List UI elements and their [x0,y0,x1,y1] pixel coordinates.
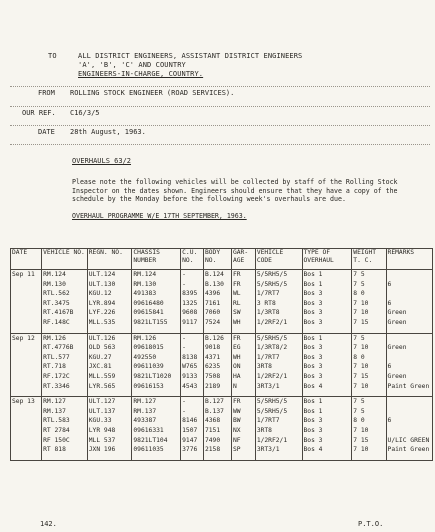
table-cell: 7 10 [352,382,386,392]
table-cell: 492550 [132,353,181,363]
table-cell: 6 [386,299,432,309]
ref-value: C16/3/5 [70,109,100,117]
table-cell: Bos 3 [302,372,352,382]
table-cell: 09611035 [132,445,181,455]
table-cell: RL [231,299,255,309]
table-cell: 9018 [203,343,231,353]
table-cell: RF 150C [42,436,88,446]
table-cell: 5/5RH5/5 [255,407,302,417]
table-row [11,318,433,328]
cell-date: Sep 13 [11,397,42,407]
table-cell: BW [231,416,255,426]
table-cell: LYR.565 [87,382,132,392]
table-cell: 1/7RT7 [255,353,302,363]
table-row [11,280,433,290]
table-cell: MLL.535 [87,318,132,328]
table-cell: B.126 [203,333,231,343]
table-cell: 5/5RH5/5 [255,270,302,280]
from-value: ROLLING STOCK ENGINEER (ROAD SERVICES). [70,89,235,97]
table-cell: 3RT8 [255,426,302,436]
divider [10,86,430,87]
table-cell: RTL.577 [42,353,88,363]
table-cell: MLL 537 [87,436,132,446]
divider [10,106,430,107]
table-cell: 8 0 [352,289,386,299]
table-cell: Green [386,308,432,318]
table-cell: 3 RT8 [255,299,302,309]
table-cell: 9821LT155 [132,318,181,328]
table-cell: RT.4167B [42,308,88,318]
table-cell: 8138 [181,353,204,363]
table-cell [386,270,432,280]
table-row [11,353,433,363]
col-remarks: REMARKS [386,249,432,270]
table-cell: KGU.27 [87,353,132,363]
col-regn: REGN. NO. [87,249,132,270]
table-row [11,362,433,372]
table-cell: MLL.559 [87,372,132,382]
table-cell: RT.3346 [42,382,88,392]
table-cell: Bos 4 [302,382,352,392]
table-cell: 7 10 [352,362,386,372]
table-cell: RM.130 [132,280,181,290]
cell-date [11,353,42,363]
cell-date [11,416,42,426]
table-cell: 09611039 [132,362,181,372]
table-cell: RM.127 [132,397,181,407]
table-cell: 7 15 [352,318,386,328]
table-cell: ULT.126 [87,333,132,343]
cell-date [11,299,42,309]
table-cell: 7 10 [352,343,386,353]
table-cell: RTL.583 [42,416,88,426]
table-cell: 1/3RT8 [255,308,302,318]
table-cell: 5/5RH5/5 [255,397,302,407]
table-cell: 7 10 [352,445,386,455]
table-cell: RT 818 [42,445,88,455]
table-cell: 493387 [132,416,181,426]
cell-date [11,343,42,353]
table-cell: Bos 1 [302,397,352,407]
table-row [11,382,433,392]
table-cell: 4371 [203,353,231,363]
table-cell: LYR 948 [87,426,132,436]
table-cell: HA [231,372,255,382]
table-cell: Paint Green [386,445,432,455]
table-row [11,308,433,318]
table-cell: Bos 4 [302,445,352,455]
table-cell: Green [386,372,432,382]
overhaul-table [10,248,433,461]
table-cell: Paint Green [386,382,432,392]
table-cell: 09618015 [132,343,181,353]
table-cell: NX [231,426,255,436]
table-cell: B.127 [203,397,231,407]
table-cell: SP [231,445,255,455]
col-vehicle: VEHICLE NO. [42,249,88,270]
table-cell: ULT.137 [87,407,132,417]
table-cell: 09615841 [132,308,181,318]
table-row [11,372,433,382]
table-cell: 9147 [181,436,204,446]
table-cell: 5/5RH5/5 [255,280,302,290]
table-cell: RM.124 [132,270,181,280]
table-cell: Bos 3 [302,353,352,363]
table-cell: 7 10 [352,308,386,318]
table-cell: 7490 [203,436,231,446]
table-cell: 4368 [203,416,231,426]
divider [10,125,430,126]
table-cell: 9821LT1020 [132,372,181,382]
cell-date [11,382,42,392]
cell-date: Sep 12 [11,333,42,343]
table-cell: Green [386,318,432,328]
table-cell: 9133 [181,372,204,382]
heading: OVERHAULS 63/2 [72,157,132,165]
table-cell: 9117 [181,318,204,328]
col-code: VEHICLE CODE [255,249,302,270]
table-cell: Bos 3 [302,343,352,353]
table-cell: 7 5 [352,407,386,417]
table-row [11,407,433,417]
table-cell: Bos 1 [302,280,352,290]
cell-date [11,280,42,290]
table-cell: Bos 3 [302,308,352,318]
table-row [11,426,433,436]
cell-date [11,318,42,328]
table-cell: ULT.127 [87,397,132,407]
table-cell: Bos 3 [302,289,352,299]
table-cell: 7 10 [352,426,386,436]
table-cell: RM.130 [42,280,88,290]
cell-date [11,407,42,417]
table-cell: RT 2784 [42,426,88,436]
table-body [11,270,433,461]
col-garage: GAR-AGE [231,249,255,270]
table-header-row [11,249,433,270]
table-cell: 6 [386,416,432,426]
table-cell: RM.127 [42,397,88,407]
table-row [11,397,433,407]
table-spacer [11,455,433,461]
table-cell: 09616153 [132,382,181,392]
table-cell: RM.137 [42,407,88,417]
table-cell: LYF.226 [87,308,132,318]
table-cell: 1/2RF2/1 [255,318,302,328]
table-cell: 8395 [181,289,204,299]
table-cell: ULT.130 [87,280,132,290]
table-cell: B.124 [203,270,231,280]
table-cell: OLD 563 [87,343,132,353]
table-cell: RF.148C [42,318,88,328]
col-date: DATE [11,249,42,270]
table-cell: KGU.12 [87,289,132,299]
table-cell: JXN 196 [87,445,132,455]
table-cell: 4543 [181,382,204,392]
date-value: 28th August, 1963. [70,128,146,136]
table-cell: KGU.33 [87,416,132,426]
table-cell: RF.172C [42,372,88,382]
cell-date: Sep 11 [11,270,42,280]
to-line-1: ALL DISTRICT ENGINEERS, ASSISTANT DISTRICT ENGINEERS [78,52,303,60]
table-cell: W765 [181,362,204,372]
table-cell: 5/5RH5/5 [255,333,302,343]
table-cell: 9608 [181,308,204,318]
cell-date [11,426,42,436]
table-cell: WL [231,289,255,299]
table-cell: Bos 3 [302,426,352,436]
table-cell: 8 0 [352,353,386,363]
table-cell: RM.126 [132,333,181,343]
pto-note: P.T.O. [358,520,384,528]
table-cell: Bos 3 [302,436,352,446]
table-cell: 7 5 [352,280,386,290]
cell-date [11,289,42,299]
table-cell: RM.137 [132,407,181,417]
from-label: FROM [38,89,55,97]
to-label: TO [48,52,57,60]
table-cell: - [181,343,204,353]
table-cell: ON [231,362,255,372]
table-cell: 1/2RF2/1 [255,372,302,382]
table-cell: - [181,270,204,280]
table-cell: 6235 [203,362,231,372]
cell-date [11,372,42,382]
table-cell: RT.3475 [42,299,88,309]
table-cell: RT.718 [42,362,88,372]
table-cell: RTL.562 [42,289,88,299]
cell-date [11,362,42,372]
notice-paragraph [72,178,402,220]
table-cell: 7508 [203,372,231,382]
cell-date [11,308,42,318]
table-cell: 1325 [181,299,204,309]
table-cell: 6 [386,280,432,290]
table-cell: Bos 1 [302,270,352,280]
table-cell: 1507 [181,426,204,436]
cell-date [11,436,42,446]
table-cell: LYR.894 [87,299,132,309]
table-cell: 3RT8 [255,362,302,372]
table-row [11,343,433,353]
table-cell: 7 5 [352,333,386,343]
table-cell: 7151 [203,426,231,436]
col-cu: C.U. NO. [181,249,204,270]
table-cell: 7 10 [352,299,386,309]
table-cell: - [181,333,204,343]
table-cell: - [181,397,204,407]
table-cell: Bos 3 [302,318,352,328]
table-cell: FR [231,397,255,407]
table-cell: 1/2RF2/1 [255,436,302,446]
col-type: TYPE OF OVERHAUL [302,249,352,270]
table-cell: FR [231,333,255,343]
col-weight: WEIGHT T. C. [352,249,386,270]
table-cell: 09616331 [132,426,181,436]
table-cell: 7 5 [352,270,386,280]
table-cell: FR [231,270,255,280]
to-line-2: 'A', 'B', 'C' AND COUNTRY [78,61,186,69]
table-cell [386,397,432,407]
table-cell: NF [231,436,255,446]
table-cell: WH [231,353,255,363]
table-cell: ULT.124 [87,270,132,280]
table-cell: 3RT3/1 [255,445,302,455]
table-row [11,436,433,446]
table-cell: 7524 [203,318,231,328]
table-cell [386,407,432,417]
date-label: DATE [38,128,55,136]
table-cell: EG [231,343,255,353]
cell-date [11,445,42,455]
table-cell [386,353,432,363]
table-cell: 1/7RT7 [255,289,302,299]
table-cell: 09616480 [132,299,181,309]
table-cell: 6 [386,362,432,372]
table-cell: - [181,407,204,417]
table-cell: U/LIC GREEN [386,436,432,446]
table-cell: RT.4776B [42,343,88,353]
table-cell: Green [386,343,432,353]
table-cell: 3RT3/1 [255,382,302,392]
table-cell [386,333,432,343]
table-cell [386,289,432,299]
table-cell: 4396 [203,289,231,299]
table-cell: 2158 [203,445,231,455]
table-row [11,289,433,299]
table-cell: 1/3RT8/2 [255,343,302,353]
table-cell: WH [231,318,255,328]
table-cell: 3776 [181,445,204,455]
table-row [11,270,433,280]
table-cell: 491383 [132,289,181,299]
table-row [11,445,433,455]
table-cell: 7161 [203,299,231,309]
table-cell: JXC.81 [87,362,132,372]
table-cell: WW [231,407,255,417]
table-cell: 7 15 [352,372,386,382]
table-cell: Bos 3 [302,362,352,372]
col-body: BODY NO. [203,249,231,270]
divider [10,144,430,145]
table-cell: Bos 3 [302,299,352,309]
table-row [11,416,433,426]
table-cell: 7 5 [352,397,386,407]
table-cell: N [231,382,255,392]
to-line-3: ENGINEERS-IN-CHARGE, COUNTRY. [78,70,204,78]
table-cell: 9821LT104 [132,436,181,446]
table-cell: 7060 [203,308,231,318]
notice-text: Please note the following vehicles will be collected by staff of the Rolling Stock Inspector on the dates shown. Engineers should ensure that they have a copy of the schedule by the Monday before the following week's overhauls are due. [72,178,398,204]
table-cell: Bos 1 [302,333,352,343]
table-cell [386,426,432,436]
table-cell: 7 15 [352,436,386,446]
table-cell: FR [231,280,255,290]
table-cell: 8 0 [352,416,386,426]
table-cell: - [181,280,204,290]
col-chassis: CHASSIS NUMBER [132,249,181,270]
page-number: 142. [40,520,57,528]
table-cell: RM.126 [42,333,88,343]
table-cell: B.130 [203,280,231,290]
table-cell: Bos 1 [302,407,352,417]
programme-title: OVERHAUL PROGRAMME W/E 17TH SEPTEMBER, 1963. [72,211,247,220]
table-row [11,299,433,309]
table-row [11,333,433,343]
table-cell: 1/7RT7 [255,416,302,426]
table-cell: B.137 [203,407,231,417]
table-cell: RM.124 [42,270,88,280]
ref-label: OUR REF. [22,109,56,117]
table-cell: Bos 3 [302,416,352,426]
table-cell: 2189 [203,382,231,392]
table-cell: SW [231,308,255,318]
table-cell: 8146 [181,416,204,426]
